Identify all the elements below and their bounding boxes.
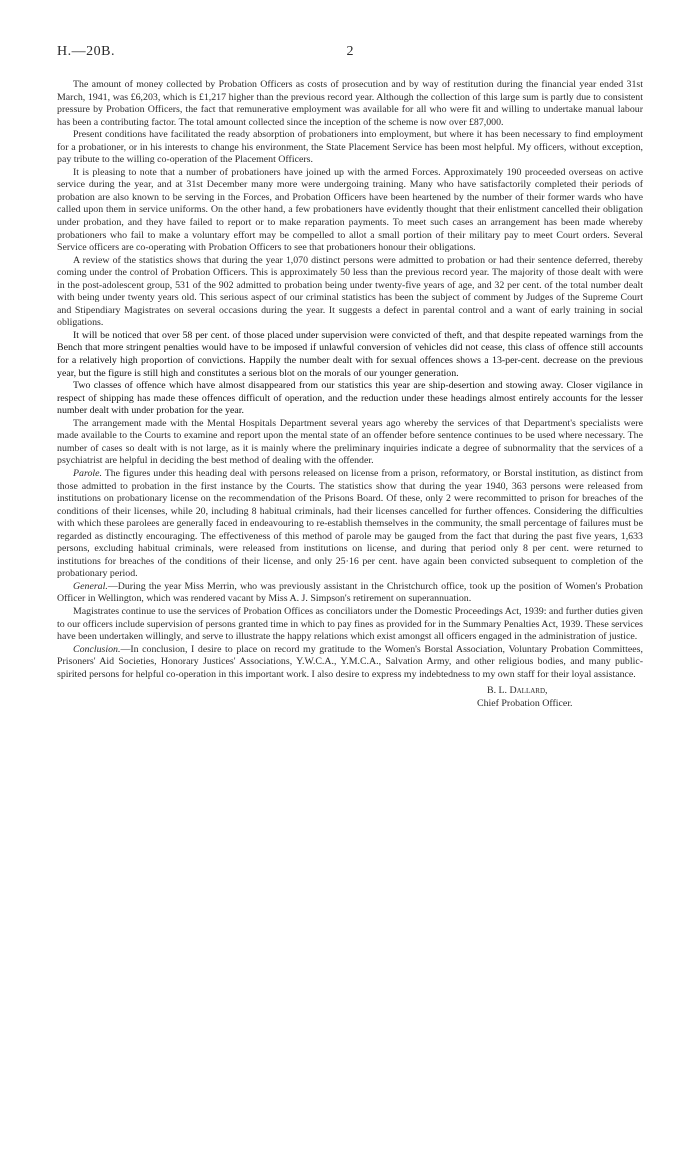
page-number: 2: [346, 44, 354, 59]
paragraph-ship-desertion: Two classes of offence which have almost disappeared from our statistics this year are ship-desertion and stowing away. Closer vigilance in respect of shipping has made these offences difficult of operation, and the reduction under these headings almost entirely accounts for the lesser number dealt with under probation for the year.: [57, 380, 643, 417]
paragraph-money-collected: The amount of money collected by Probation Officers as costs of prosecution and by way of restitution during the financial year ended 31st March, 1941, was £6,203, which is £1,217 higher than the previous record year. Although the collection of this large sum is partly due to consistent pressure by Probation Officers, the fact that remunerative employment was available for all who were fit and willing to undertake manual labour has been a contributing factor. The total amount collected since the inception of the scheme is now over £87,000.: [57, 79, 643, 128]
paragraph-magistrates: Magistrates continue to use the services of Probation Offices as conciliators under the Domestic Proceedings Act, 1939: and further duties given to our officers include supervision of persons granted time in which to pay fines as provided for in the Summary Penalties Act, 1939. These services have been undertaken willingly, and serve to illustrate the happy relations which exist amongst all officers engaged in the administration of justice.: [57, 605, 643, 643]
paragraph-statistics-review: A review of the statistics shows that during the year 1,070 distinct persons were admitted to probation or had their sentence deferred, thereby coming under the control of Probation Officers. This is approximately 50 less than the previous record year. The majority of those dealt with were in the post-adolescent group, 531 of the 902 admitted to probation being under twenty-five years of age, and 32 per cent. of the total number dealt with being under twenty years old. This serious aspect of our criminal statistics has been the subject of comment by Judges of the Supreme Court and Stipendiary Magistrates on several occasions during the year. It suggests a defect in parental control and a want of early training in social obligations.: [57, 254, 643, 329]
document-reference: H.—20B.: [57, 44, 115, 59]
section-heading-conclusion: Conclusion.: [73, 643, 121, 655]
paragraph-conclusion: Conclusion.—In conclusion, I desire to place on record my gratitude to the Women's Borstal Association, Voluntary Probation Committees, Prisoners' Aid Societies, Honorary Justices' Associations, Y.W.C.A., Y.M.C.A., Salvation Army, and other religious bodies, and many public-spirited persons for helpful co-operation in this important work. I also desire to express my indebtedness to my own staff for their loyal assistance.: [57, 643, 643, 680]
paragraph-armed-forces: It is pleasing to note that a number of probationers have joined up with the armed Forces. Approximately 190 proceeded overseas on active service during the year, and at 31st December many more were undergoing training. Many who have satisfactorily completed their periods of probation are also known to be serving in the Forces, and Probation Officers have been heartened by the number of their former wards who have called upon them in service uniforms. On the other hand, a few probationers have evidently thought that their enlistment cancelled their obligation under probation, and they have failed to report or to make reparation payments. To meet such cases an arrangement has been made whereby probationers who fail to make a voluntary effort may be compelled to allot a small portion of their military pay to meet Court orders. Several Service officers are co-operating with Probation Officers to see that probationers honour their obligations.: [57, 166, 643, 254]
paragraph-general: General.—During the year Miss Merrin, who was previously assistant in the Christchurch office, took up the position of Women's Probation Officer in Wellington, which was rendered vacant by Miss A. J. Simpson's retirement on superannuation.: [57, 580, 643, 605]
report-body: [57, 79, 643, 710]
paragraph-mental-hospitals: The arrangement made with the Mental Hospitals Department several years ago whereby the services of that Department's specialists were made available to the Courts to examine and report upon the mental state of an offender before sentence continues to be used where necessary. The number of cases so dealt with is not large, as it is mainly where the preliminary inquiries indicate a degree of subnormality that the services of a psychiatrist are helpful in deciding the best method of dealing with the offender.: [57, 417, 643, 467]
section-heading-parole: Parole.: [73, 467, 102, 479]
paragraph-employment: Present conditions have facilitated the ready absorption of probationers into employment, but where it has been necessary to find employment for a probationer, or in his interests to change his environment, the State Placement Service has been most helpful. My officers, without exception, pay tribute to the willing co-operation of the Placement Officers.: [57, 129, 643, 166]
signatory-title: Chief Probation Officer.: [477, 698, 573, 710]
paragraph-theft-convictions: It will be noticed that over 58 per cent. of those placed under supervision were convicted of theft, and that despite repeated warnings from the Bench that more stringent penalties would have to be imposed if unlawful conversion of vehicles did not cease, this class of offence still accounts for a relatively high proportion of convictions. Happily the number dealt with for sexual offences shows a 13-per-cent. decrease on the previous year, but the figure is still high and constitutes a serious blot on the morals of our younger generation.: [57, 329, 643, 379]
paragraph-parole: Parole. The figures under this heading deal with persons released on license from a prison, reformatory, or Borstal institution, as distinct from those admitted to probation in the first instance by the Courts. The statistics show that during the year 1940, 363 persons were released from institutions on probationary license on the recommendation of the Prisons Board. Of these, only 2 were recommitted to prison for breaches of the conditions of their licenses, while 20, including 8 habitual criminals, had their licenses cancelled for further offences. Considering the difficulties with which these parolees are generally faced in endeavouring to re-establish themselves in the community, the small percentage of failures must be regarded as distinctly encouraging. The effectiveness of this method of parole may be gauged from the fact that during the past five years, 1,633 persons, excluding habitual criminals, were released from institutions on license, and during that period only 8 per cent. were returned to institutions for breaches of the conditions of their license, and only 25·16 per cent. have again been convicted subsequent to completion of the probationary period.: [57, 467, 643, 580]
signatory-name: B. L. Dallard,: [487, 685, 548, 697]
page-header: [57, 44, 643, 64]
signature-block: [477, 684, 643, 710]
section-heading-general: General.: [73, 580, 108, 592]
